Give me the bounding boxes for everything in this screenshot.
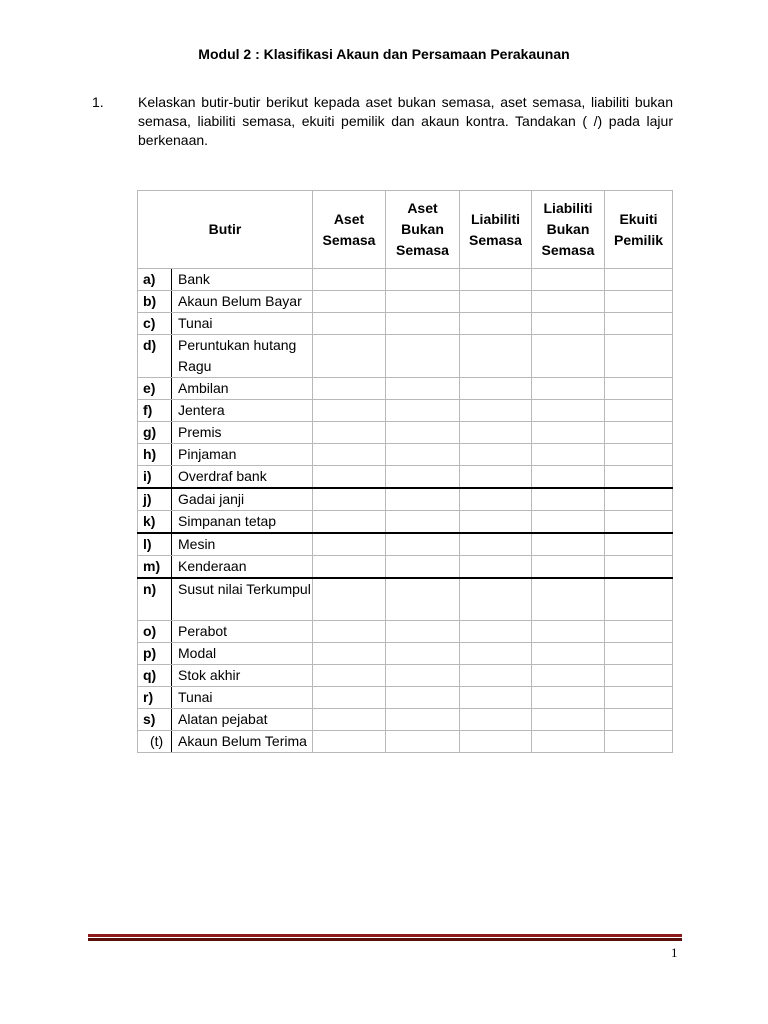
tick-cell[interactable]	[313, 533, 386, 556]
tick-cell[interactable]	[313, 621, 386, 643]
tick-cell[interactable]	[605, 687, 673, 709]
table-row	[138, 291, 673, 313]
tick-cell[interactable]	[532, 578, 605, 621]
tick-cell[interactable]	[386, 687, 460, 709]
table-row	[138, 422, 673, 444]
tick-cell[interactable]	[532, 709, 605, 731]
tick-cell[interactable]	[532, 400, 605, 422]
tick-cell[interactable]	[313, 313, 386, 335]
page-number: 1	[671, 945, 678, 960]
tick-cell[interactable]	[386, 665, 460, 687]
tick-cell[interactable]	[605, 488, 673, 511]
tick-cell[interactable]	[386, 578, 460, 621]
tick-cell[interactable]	[605, 291, 673, 313]
tick-cell[interactable]	[460, 466, 532, 489]
tick-cell[interactable]	[460, 269, 532, 291]
tick-cell[interactable]	[532, 378, 605, 400]
row-label: g)	[138, 422, 172, 444]
tick-cell[interactable]	[605, 731, 673, 753]
row-item: Overdraf bank	[172, 466, 313, 489]
tick-cell[interactable]	[532, 511, 605, 534]
row-label: q)	[138, 665, 172, 687]
tick-cell[interactable]	[386, 709, 460, 731]
row-item: Premis	[172, 422, 313, 444]
question-number: 1.	[92, 94, 104, 110]
tick-cell[interactable]	[532, 556, 605, 579]
table-row	[138, 378, 673, 400]
table-row	[138, 709, 673, 731]
tick-cell[interactable]	[532, 533, 605, 556]
row-item: Perabot	[172, 621, 313, 643]
table-row	[138, 687, 673, 709]
tick-cell[interactable]	[313, 291, 386, 313]
table-row	[138, 488, 673, 511]
tick-cell[interactable]	[460, 422, 532, 444]
tick-cell[interactable]	[605, 511, 673, 534]
tick-cell[interactable]	[386, 731, 460, 753]
row-label: f)	[138, 400, 172, 422]
tick-cell[interactable]	[532, 466, 605, 489]
table-row	[138, 578, 673, 621]
tick-cell[interactable]	[605, 665, 673, 687]
tick-cell[interactable]	[313, 488, 386, 511]
row-item: Modal	[172, 643, 313, 665]
tick-cell[interactable]	[460, 291, 532, 313]
tick-cell[interactable]	[386, 335, 460, 378]
row-item: Pinjaman	[172, 444, 313, 466]
table-row	[138, 400, 673, 422]
row-label: i)	[138, 466, 172, 489]
row-item: Stok akhir	[172, 665, 313, 687]
tick-cell[interactable]	[386, 511, 460, 534]
row-label: (t)	[138, 731, 172, 753]
row-label: j)	[138, 488, 172, 511]
tick-cell[interactable]	[386, 488, 460, 511]
tick-cell[interactable]	[386, 556, 460, 579]
table-row	[138, 313, 673, 335]
header-liabiliti-bukan-semasa: Liabiliti Bukan Semasa	[532, 191, 605, 269]
tick-cell[interactable]	[313, 444, 386, 466]
row-item: Akaun Belum Bayar	[172, 291, 313, 313]
row-item: Susut nilai Terkumpul	[172, 578, 313, 621]
tick-cell[interactable]	[460, 511, 532, 534]
tick-cell[interactable]	[605, 533, 673, 556]
table-row	[138, 621, 673, 643]
row-label: e)	[138, 378, 172, 400]
tick-cell[interactable]	[532, 621, 605, 643]
row-label: h)	[138, 444, 172, 466]
tick-cell[interactable]	[532, 291, 605, 313]
row-item: Ambilan	[172, 378, 313, 400]
header-aset-semasa: Aset Semasa	[313, 191, 386, 269]
tick-cell[interactable]	[386, 444, 460, 466]
row-label: k)	[138, 511, 172, 534]
tick-cell[interactable]	[605, 444, 673, 466]
table-row	[138, 335, 673, 378]
row-label: d)	[138, 335, 172, 378]
row-label: a)	[138, 269, 172, 291]
tick-cell[interactable]	[532, 687, 605, 709]
tick-cell[interactable]	[532, 665, 605, 687]
footer-rule	[88, 934, 682, 941]
tick-cell[interactable]	[460, 643, 532, 665]
row-label: s)	[138, 709, 172, 731]
header-liabiliti-semasa: Liabiliti Semasa	[460, 191, 532, 269]
question-text: Kelaskan butir-butir berikut kepada aset bukan semasa, aset semasa, liabiliti bukan semasa, liabiliti semasa, ekuiti pemilik dan akaun kontra. Tandakan ( /) pada lajur berkenaan.	[138, 94, 673, 148]
tick-cell[interactable]	[460, 488, 532, 511]
tick-cell[interactable]	[460, 731, 532, 753]
tick-cell[interactable]	[605, 621, 673, 643]
tick-cell[interactable]	[460, 533, 532, 556]
tick-cell[interactable]	[605, 709, 673, 731]
tick-cell[interactable]	[605, 313, 673, 335]
row-label: c)	[138, 313, 172, 335]
row-item: Gadai janji	[172, 488, 313, 511]
row-item: Tunai	[172, 687, 313, 709]
header-butir: Butir	[138, 191, 313, 269]
tick-cell[interactable]	[460, 709, 532, 731]
row-item: Akaun Belum Terima	[172, 731, 313, 753]
row-item: Tunai	[172, 313, 313, 335]
table-row	[138, 466, 673, 489]
row-label: r)	[138, 687, 172, 709]
tick-cell[interactable]	[460, 335, 532, 378]
footer-rule-bottom	[88, 938, 682, 941]
tick-cell[interactable]	[313, 378, 386, 400]
tick-cell[interactable]	[460, 687, 532, 709]
tick-cell[interactable]	[313, 400, 386, 422]
row-item: Jentera	[172, 400, 313, 422]
tick-cell[interactable]	[460, 378, 532, 400]
row-item: Bank	[172, 269, 313, 291]
tick-cell[interactable]	[386, 621, 460, 643]
table-row	[138, 269, 673, 291]
row-label: n)	[138, 578, 172, 621]
tick-cell[interactable]	[532, 444, 605, 466]
table-body	[138, 269, 673, 753]
tick-cell[interactable]	[386, 269, 460, 291]
tick-cell[interactable]	[532, 422, 605, 444]
tick-cell[interactable]	[313, 643, 386, 665]
table-row	[138, 643, 673, 665]
row-item: Kenderaan	[172, 556, 313, 579]
tick-cell[interactable]	[605, 400, 673, 422]
tick-cell[interactable]	[386, 643, 460, 665]
tick-cell[interactable]	[313, 335, 386, 378]
tick-cell[interactable]	[313, 665, 386, 687]
row-label: p)	[138, 643, 172, 665]
tick-cell[interactable]	[605, 269, 673, 291]
classification-table	[137, 190, 673, 753]
table-row	[138, 511, 673, 534]
table-row	[138, 556, 673, 579]
tick-cell[interactable]	[605, 335, 673, 378]
tick-cell[interactable]	[460, 444, 532, 466]
table-row	[138, 444, 673, 466]
table-row	[138, 533, 673, 556]
row-label: m)	[138, 556, 172, 579]
tick-cell[interactable]	[532, 269, 605, 291]
tick-cell[interactable]	[532, 643, 605, 665]
header-aset-bukan-semasa: Aset Bukan Semasa	[386, 191, 460, 269]
tick-cell[interactable]	[386, 533, 460, 556]
tick-cell[interactable]	[460, 556, 532, 579]
tick-cell[interactable]	[605, 643, 673, 665]
tick-cell[interactable]	[313, 269, 386, 291]
tick-cell[interactable]	[460, 313, 532, 335]
tick-cell[interactable]	[313, 422, 386, 444]
tick-cell[interactable]	[460, 400, 532, 422]
table-header	[138, 191, 673, 269]
tick-cell[interactable]	[460, 578, 532, 621]
tick-cell[interactable]	[460, 621, 532, 643]
row-item: Alatan pejabat	[172, 709, 313, 731]
tick-cell[interactable]	[386, 378, 460, 400]
row-label: b)	[138, 291, 172, 313]
tick-cell[interactable]	[386, 313, 460, 335]
tick-cell[interactable]	[532, 488, 605, 511]
tick-cell[interactable]	[313, 687, 386, 709]
tick-cell[interactable]	[313, 578, 386, 621]
tick-cell[interactable]	[386, 422, 460, 444]
tick-cell[interactable]	[460, 665, 532, 687]
tick-cell[interactable]	[313, 556, 386, 579]
tick-cell[interactable]	[313, 709, 386, 731]
tick-cell[interactable]	[605, 466, 673, 489]
page-title: Modul 2 : Klasifikasi Akaun dan Persamaan Perakaunan	[198, 46, 570, 62]
tick-cell[interactable]	[386, 400, 460, 422]
tick-cell[interactable]	[532, 313, 605, 335]
tick-cell[interactable]	[605, 422, 673, 444]
row-item: Peruntukan hutang Ragu	[172, 335, 313, 378]
header-ekuiti-pemilik: Ekuiti Pemilik	[605, 191, 673, 269]
tick-cell[interactable]	[386, 466, 460, 489]
row-label: o)	[138, 621, 172, 643]
tick-cell[interactable]	[605, 378, 673, 400]
tick-cell[interactable]	[605, 556, 673, 579]
tick-cell[interactable]	[313, 511, 386, 534]
tick-cell[interactable]	[532, 731, 605, 753]
table-row	[138, 731, 673, 753]
tick-cell[interactable]	[313, 466, 386, 489]
row-item: Simpanan tetap	[172, 511, 313, 534]
tick-cell[interactable]	[386, 291, 460, 313]
row-item: Mesin	[172, 533, 313, 556]
table-row	[138, 665, 673, 687]
row-label: l)	[138, 533, 172, 556]
tick-cell[interactable]	[313, 731, 386, 753]
tick-cell[interactable]	[605, 578, 673, 621]
tick-cell[interactable]	[532, 335, 605, 378]
